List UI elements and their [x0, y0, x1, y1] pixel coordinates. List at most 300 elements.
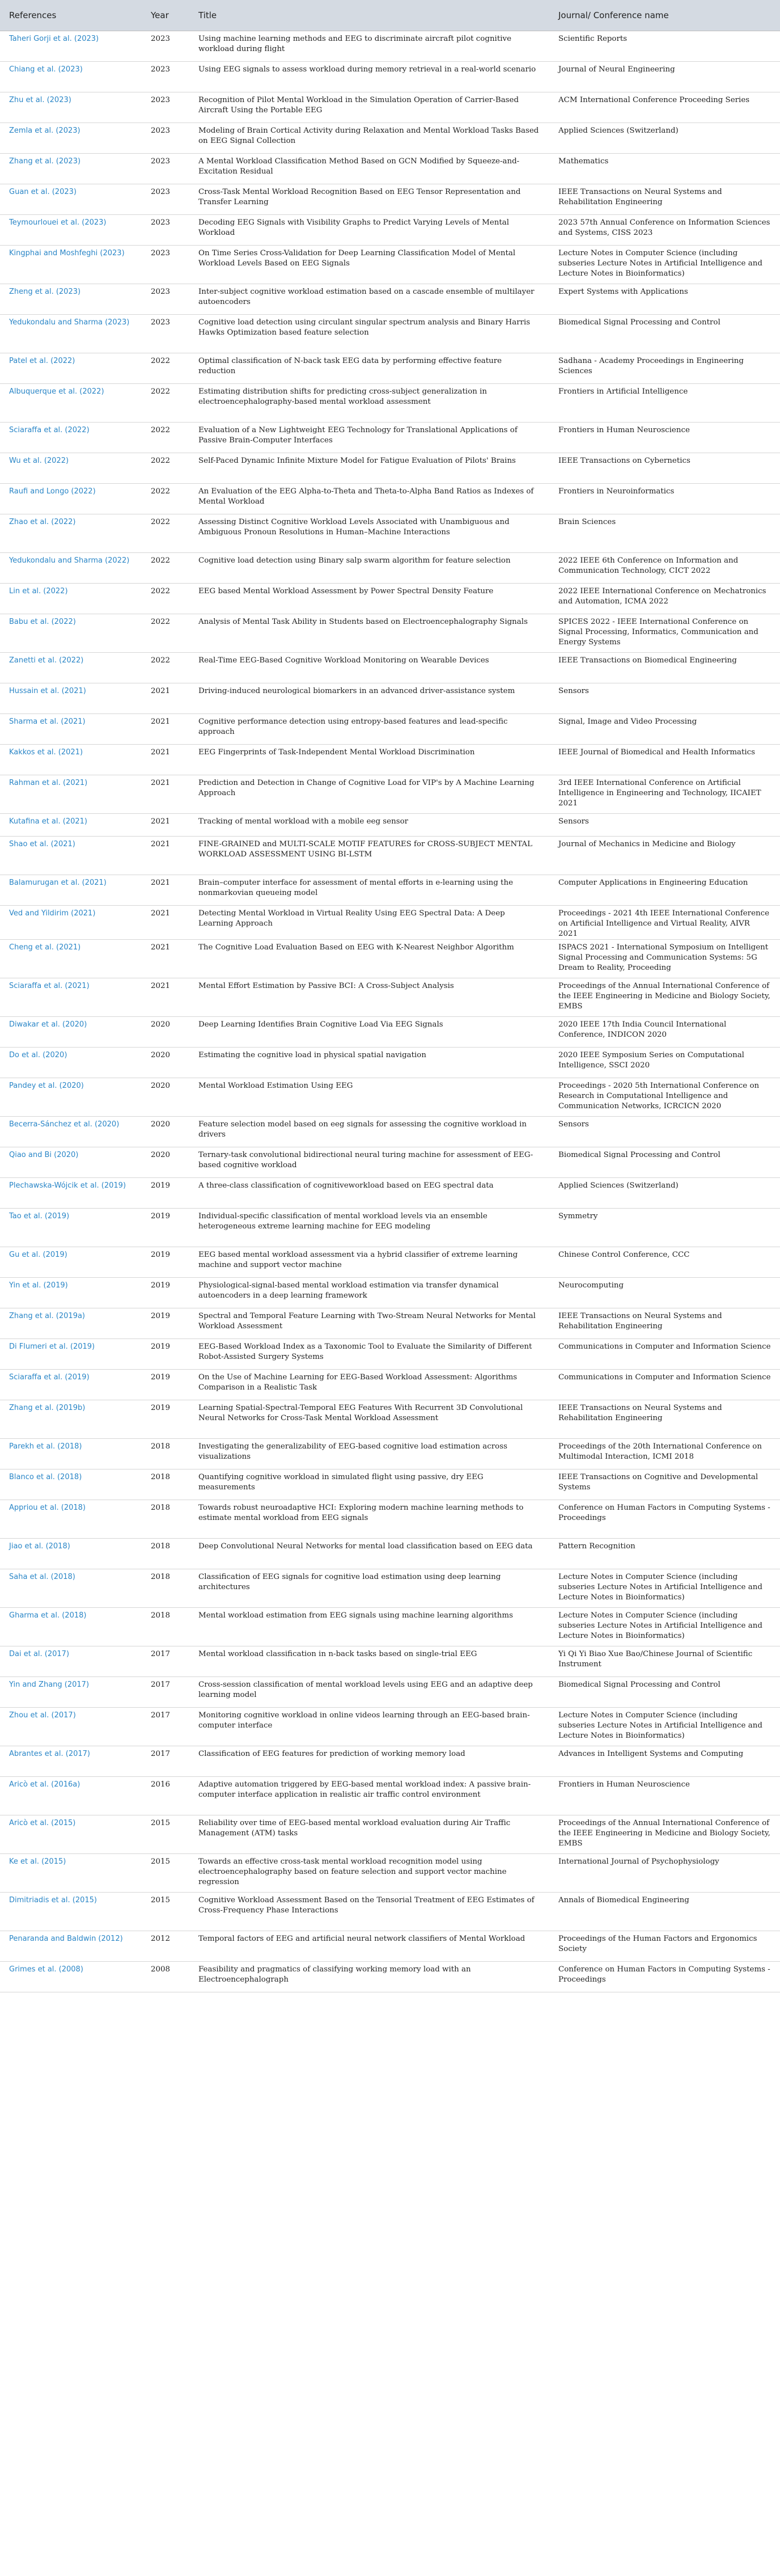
year-cell: 2022: [142, 453, 189, 484]
title-cell: Deep Learning Identifies Brain Cognitive Load Via EEG Signals: [189, 1017, 549, 1048]
reference-link[interactable]: Shao et al. (2021): [0, 837, 142, 875]
year-cell: 2021: [142, 940, 189, 978]
title-cell: Estimating the cognitive load in physical spatial navigation: [189, 1048, 549, 1078]
journal-cell: Sensors: [549, 814, 780, 837]
title-cell: Evaluation of a New Lightweight EEG Technology for Translational Applications of Passive Brain-Computer Interfaces: [189, 423, 549, 453]
title-cell: Mental workload estimation from EEG signals using machine learning algorithms: [189, 1608, 549, 1646]
reference-link[interactable]: Pandey et al. (2020): [0, 1078, 142, 1117]
reference-link[interactable]: Penaranda and Baldwin (2012): [0, 1931, 142, 1962]
table-row: [0, 978, 780, 1017]
reference-link[interactable]: Gu et al. (2019): [0, 1247, 142, 1278]
year-cell: 2023: [142, 315, 189, 353]
journal-cell: Proceedings - 2021 4th IEEE International Conference on Artificial Intelligence and Virtual Reality, AIVR 2021: [549, 906, 780, 940]
title-cell: Classification of EEG signals for cognitive load estimation using deep learning architectures: [189, 1569, 549, 1608]
year-cell: 2018: [142, 1539, 189, 1569]
table-row: [0, 837, 780, 875]
year-cell: 2023: [142, 184, 189, 215]
year-cell: 2012: [142, 1931, 189, 1962]
table-row: [0, 814, 780, 837]
journal-cell: Yi Qi Yi Biao Xue Bao/Chinese Journal of Scientific Instrument: [549, 1646, 780, 1677]
table-row: [0, 453, 780, 484]
table-row: [0, 1708, 780, 1746]
year-cell: 2021: [142, 683, 189, 714]
year-cell: 2021: [142, 714, 189, 745]
title-cell: Cognitive load detection using circulant singular spectrum analysis and Binary Harris Hawks Optimization based feature selection: [189, 315, 549, 353]
table-row: [0, 1893, 780, 1931]
year-cell: 2022: [142, 353, 189, 384]
year-cell: 2021: [142, 837, 189, 875]
reference-link[interactable]: Teymourlouei et al. (2023): [0, 215, 142, 246]
reference-link[interactable]: Dai et al. (2017): [0, 1646, 142, 1677]
table-row: [0, 1078, 780, 1117]
reference-link[interactable]: Di Flumeri et al. (2019): [0, 1339, 142, 1370]
year-cell: 2022: [142, 584, 189, 614]
title-cell: Classification of EEG features for prediction of working memory load: [189, 1746, 549, 1777]
reference-link[interactable]: Albuquerque et al. (2022): [0, 384, 142, 423]
table-row: [0, 1117, 780, 1147]
year-cell: 2023: [142, 31, 189, 62]
journal-cell: 2020 IEEE 17th India Council International Conference, INDICON 2020: [549, 1017, 780, 1048]
title-cell: Individual-specific classification of mental workload levels via an ensemble heterogeneous extreme learning machine for EEG modeling: [189, 1209, 549, 1247]
title-cell: Monitoring cognitive workload in online videos learning through an EEG-based brain-computer interface: [189, 1708, 549, 1746]
table-row: [0, 1400, 780, 1439]
title-cell: Brain–computer interface for assessment of mental efforts in e-learning using the nonmarkovian queueing model: [189, 875, 549, 906]
year-cell: 2018: [142, 1469, 189, 1500]
year-cell: 2022: [142, 553, 189, 584]
reference-link[interactable]: Balamurugan et al. (2021): [0, 875, 142, 906]
reference-link[interactable]: Hussain et al. (2021): [0, 683, 142, 714]
year-cell: 2019: [142, 1400, 189, 1439]
title-cell: Driving-induced neurological biomarkers in an advanced driver-assistance system: [189, 683, 549, 714]
year-cell: 2018: [142, 1500, 189, 1539]
table-row: [0, 315, 780, 353]
reference-link[interactable]: Zheng et al. (2023): [0, 284, 142, 315]
year-cell: 2022: [142, 423, 189, 453]
reference-link[interactable]: Sciaraffa et al. (2019): [0, 1370, 142, 1400]
reference-link[interactable]: Becerra-Sánchez et al. (2020): [0, 1117, 142, 1147]
reference-link[interactable]: Yin and Zhang (2017): [0, 1677, 142, 1708]
title-cell: Analysis of Mental Task Ability in Students based on Electroencephalography Signals: [189, 614, 549, 653]
reference-link[interactable]: Saha et al. (2018): [0, 1569, 142, 1608]
reference-link[interactable]: Ke et al. (2015): [0, 1854, 142, 1893]
journal-cell: Mathematics: [549, 154, 780, 184]
year-cell: 2016: [142, 1777, 189, 1815]
journal-cell: IEEE Transactions on Biomedical Engineering: [549, 653, 780, 683]
table-row: [0, 353, 780, 384]
year-cell: 2019: [142, 1308, 189, 1339]
title-cell: Reliability over time of EEG-based mental workload evaluation during Air Traffic Management (ATM) tasks: [189, 1815, 549, 1854]
year-cell: 2015: [142, 1815, 189, 1854]
journal-cell: Symmetry: [549, 1209, 780, 1247]
title-cell: Mental Effort Estimation by Passive BCI: A Cross-Subject Analysis: [189, 978, 549, 1017]
reference-link[interactable]: Jiao et al. (2018): [0, 1539, 142, 1569]
reference-link[interactable]: Zhu et al. (2023): [0, 92, 142, 123]
table-row: [0, 906, 780, 940]
title-cell: Temporal factors of EEG and artificial neural network classifiers of Mental Workload: [189, 1931, 549, 1962]
reference-link[interactable]: Zanetti et al. (2022): [0, 653, 142, 683]
reference-link[interactable]: Rahman et al. (2021): [0, 775, 142, 814]
table-row: [0, 1439, 780, 1469]
table-row: [0, 423, 780, 453]
reference-link[interactable]: Patel et al. (2022): [0, 353, 142, 384]
table-row: [0, 31, 780, 62]
reference-link[interactable]: Lin et al. (2022): [0, 584, 142, 614]
year-cell: 2023: [142, 62, 189, 92]
reference-link[interactable]: Sciaraffa et al. (2022): [0, 423, 142, 453]
journal-cell: Brain Sciences: [549, 514, 780, 553]
journal-cell: Annals of Biomedical Engineering: [549, 1893, 780, 1931]
table-row: [0, 714, 780, 745]
journal-cell: IEEE Transactions on Neural Systems and Rehabilitation Engineering: [549, 1308, 780, 1339]
journal-cell: Proceedings of the Annual International Conference of the IEEE Engineering in Medicine and Biology Society, EMBS: [549, 978, 780, 1017]
table-row: [0, 1646, 780, 1677]
year-cell: 2018: [142, 1439, 189, 1469]
table-row: [0, 184, 780, 215]
year-cell: 2019: [142, 1178, 189, 1209]
year-cell: 2021: [142, 745, 189, 775]
title-cell: Towards an effective cross-task mental workload recognition model using electroencephalography based on feature selection and support vector machine regression: [189, 1854, 549, 1893]
reference-link[interactable]: Yedukondalu and Sharma (2022): [0, 553, 142, 584]
title-cell: Spectral and Temporal Feature Learning with Two-Stream Neural Networks for Mental Workload Assessment: [189, 1308, 549, 1339]
table-row: [0, 1931, 780, 1962]
title-cell: Cognitive load detection using Binary salp swarm algorithm for feature selection: [189, 553, 549, 584]
year-cell: 2023: [142, 215, 189, 246]
reference-link[interactable]: Aricò et al. (2016a): [0, 1777, 142, 1815]
year-cell: 2019: [142, 1247, 189, 1278]
table-row: [0, 1608, 780, 1646]
title-cell: Physiological-signal-based mental workload estimation via transfer dynamical autoencoders in a deep learning framework: [189, 1278, 549, 1308]
reference-link[interactable]: Chiang et al. (2023): [0, 62, 142, 92]
journal-cell: 2023 57th Annual Conference on Information Sciences and Systems, CISS 2023: [549, 215, 780, 246]
reference-link[interactable]: Blanco et al. (2018): [0, 1469, 142, 1500]
table-row: [0, 1147, 780, 1178]
table-row: [0, 1017, 780, 1048]
table-row: [0, 1209, 780, 1247]
title-cell: Using EEG signals to assess workload during memory retrieval in a real-world scenario: [189, 62, 549, 92]
journal-cell: Sensors: [549, 1117, 780, 1147]
journal-cell: IEEE Journal of Biomedical and Health Informatics: [549, 745, 780, 775]
table-row: [0, 284, 780, 315]
reference-link[interactable]: Qiao and Bi (2020): [0, 1147, 142, 1178]
title-cell: Cognitive Workload Assessment Based on the Tensorial Treatment of EEG Estimates of Cross-Frequency Phase Interactions: [189, 1893, 549, 1931]
title-cell: A Mental Workload Classification Method Based on GCN Modified by Squeeze-and-Excitation Residual: [189, 154, 549, 184]
journal-cell: Conference on Human Factors in Computing Systems - Proceedings: [549, 1962, 780, 1992]
journal-cell: Signal, Image and Video Processing: [549, 714, 780, 745]
title-cell: On Time Series Cross-Validation for Deep Learning Classification Model of Mental Workload Levels Based on EEG Signals: [189, 246, 549, 284]
journal-cell: Biomedical Signal Processing and Control: [549, 1147, 780, 1178]
table-row: [0, 683, 780, 714]
journal-cell: Biomedical Signal Processing and Control: [549, 315, 780, 353]
title-cell: Towards robust neuroadaptive HCI: Exploring modern machine learning methods to estimate mental workload from EEG signals: [189, 1500, 549, 1539]
year-cell: 2015: [142, 1854, 189, 1893]
table-row: [0, 1278, 780, 1308]
header-row: [0, 0, 780, 31]
title-cell: Investigating the generalizability of EEG-based cognitive load estimation across visualizations: [189, 1439, 549, 1469]
table-row: [0, 614, 780, 653]
table-row: [0, 92, 780, 123]
year-cell: 2023: [142, 154, 189, 184]
reference-link[interactable]: Plechawska-Wójcik et al. (2019): [0, 1178, 142, 1209]
title-cell: Feature selection model based on eeg signals for assessing the cognitive workload in drivers: [189, 1117, 549, 1147]
title-cell: Using machine learning methods and EEG to discriminate aircraft pilot cognitive workload during flight: [189, 31, 549, 62]
title-cell: Mental workload classification in n-back tasks based on single-trial EEG: [189, 1646, 549, 1677]
year-cell: 2022: [142, 384, 189, 423]
reference-link[interactable]: Parekh et al. (2018): [0, 1439, 142, 1469]
reference-link[interactable]: Zhang et al. (2023): [0, 154, 142, 184]
journal-cell: IEEE Transactions on Cybernetics: [549, 453, 780, 484]
table-row: [0, 1339, 780, 1370]
year-cell: 2021: [142, 906, 189, 940]
title-cell: Estimating distribution shifts for predicting cross-subject generalization in electroencephalography-based mental workload assessment: [189, 384, 549, 423]
title-cell: Modeling of Brain Cortical Activity during Relaxation and Mental Workload Tasks Based on EEG Signal Collection: [189, 123, 549, 154]
table-row: [0, 653, 780, 683]
journal-cell: Communications in Computer and Information Science: [549, 1339, 780, 1370]
year-cell: 2023: [142, 246, 189, 284]
table-row: [0, 484, 780, 514]
title-cell: FINE-GRAINED and MULTI-SCALE MOTIF FEATURES for CROSS-SUBJECT MENTAL WORKLOAD ASSESSMENT USING BI-LSTM: [189, 837, 549, 875]
year-cell: 2022: [142, 653, 189, 683]
reference-link[interactable]: Gharma et al. (2018): [0, 1608, 142, 1646]
reference-link[interactable]: Zhou et al. (2017): [0, 1708, 142, 1746]
title-cell: Tracking of mental workload with a mobile eeg sensor: [189, 814, 549, 837]
table-row: [0, 1308, 780, 1339]
journal-cell: SPICES 2022 - IEEE International Conference on Signal Processing, Informatics, Communication and Energy Systems: [549, 614, 780, 653]
title-cell: Feasibility and pragmatics of classifying working memory load with an Electroencephalograph: [189, 1962, 549, 1992]
journal-cell: International Journal of Psychophysiology: [549, 1854, 780, 1893]
journal-cell: Computer Applications in Engineering Education: [549, 875, 780, 906]
reference-link[interactable]: Yedukondalu and Sharma (2023): [0, 315, 142, 353]
reference-link[interactable]: Zhao et al. (2022): [0, 514, 142, 553]
table-row: [0, 775, 780, 814]
year-cell: 2021: [142, 875, 189, 906]
title-cell: Prediction and Detection in Change of Cognitive Load for VIP's by A Machine Learning Approach: [189, 775, 549, 814]
journal-cell: Sensors: [549, 683, 780, 714]
journal-cell: 2022 IEEE International Conference on Mechatronics and Automation, ICMA 2022: [549, 584, 780, 614]
journal-cell: Advances in Intelligent Systems and Computing: [549, 1746, 780, 1777]
table-row: [0, 154, 780, 184]
journal-cell: IEEE Transactions on Neural Systems and Rehabilitation Engineering: [549, 184, 780, 215]
title-cell: Quantifying cognitive workload in simulated flight using passive, dry EEG measurements: [189, 1469, 549, 1500]
journal-cell: Journal of Neural Engineering: [549, 62, 780, 92]
table-row: [0, 514, 780, 553]
journal-cell: Expert Systems with Applications: [549, 284, 780, 315]
year-cell: 2022: [142, 484, 189, 514]
journal-cell: Biomedical Signal Processing and Control: [549, 1677, 780, 1708]
year-cell: 2023: [142, 284, 189, 315]
year-cell: 2019: [142, 1209, 189, 1247]
title-cell: An Evaluation of the EEG Alpha-to-Theta and Theta-to-Alpha Band Ratios as Indexes of Mental Workload: [189, 484, 549, 514]
title-cell: Cross-session classification of mental workload levels using EEG and an adaptive deep learning model: [189, 1677, 549, 1708]
title-cell: On the Use of Machine Learning for EEG-Based Workload Assessment: Algorithms Comparison in a Realistic Task: [189, 1370, 549, 1400]
journal-cell: IEEE Transactions on Cognitive and Developmental Systems: [549, 1469, 780, 1500]
reference-link[interactable]: Abrantes et al. (2017): [0, 1746, 142, 1777]
year-cell: 2022: [142, 614, 189, 653]
journal-cell: Communications in Computer and Information Science: [549, 1370, 780, 1400]
table-row: [0, 1746, 780, 1777]
journal-cell: Frontiers in Neuroinformatics: [549, 484, 780, 514]
journal-cell: Lecture Notes in Computer Science (including subseries Lecture Notes in Artificial Intelligence and Lecture Notes in Bioinformatics): [549, 1608, 780, 1646]
journal-cell: Journal of Mechanics in Medicine and Biology: [549, 837, 780, 875]
title-cell: EEG based Mental Workload Assessment by Power Spectral Density Feature: [189, 584, 549, 614]
table-row: [0, 1048, 780, 1078]
title-cell: Self-Paced Dynamic Infinite Mixture Model for Fatigue Evaluation of Pilots' Brains: [189, 453, 549, 484]
title-cell: Inter-subject cognitive workload estimation based on a cascade ensemble of multilayer autoencoders: [189, 284, 549, 315]
year-cell: 2020: [142, 1117, 189, 1147]
reference-link[interactable]: Zhang et al. (2019a): [0, 1308, 142, 1339]
table-row: [0, 1777, 780, 1815]
header-title: Title: [189, 0, 549, 31]
table-row: [0, 1539, 780, 1569]
title-cell: Detecting Mental Workload in Virtual Reality Using EEG Spectral Data: A Deep Learning Approach: [189, 906, 549, 940]
table-row: [0, 745, 780, 775]
year-cell: 2021: [142, 814, 189, 837]
table-row: [0, 1469, 780, 1500]
year-cell: 2019: [142, 1370, 189, 1400]
year-cell: 2019: [142, 1278, 189, 1308]
reference-link[interactable]: Babu et al. (2022): [0, 614, 142, 653]
year-cell: 2021: [142, 775, 189, 814]
year-cell: 2008: [142, 1962, 189, 1992]
table-row: [0, 940, 780, 978]
journal-cell: Chinese Control Conference, CCC: [549, 1247, 780, 1278]
year-cell: 2017: [142, 1677, 189, 1708]
header-references: References: [0, 0, 142, 31]
reference-link[interactable]: Diwakar et al. (2020): [0, 1017, 142, 1048]
journal-cell: Frontiers in Artificial Intelligence: [549, 384, 780, 423]
journal-cell: Sadhana - Academy Proceedings in Engineering Sciences: [549, 353, 780, 384]
year-cell: 2020: [142, 1147, 189, 1178]
table-row: [0, 1500, 780, 1539]
table-row: [0, 384, 780, 423]
title-cell: Learning Spatial-Spectral-Temporal EEG Features With Recurrent 3D Convolutional Neural Networks for Cross-Task Mental Workload Assessment: [189, 1400, 549, 1439]
journal-cell: Frontiers in Human Neuroscience: [549, 423, 780, 453]
journal-cell: Frontiers in Human Neuroscience: [549, 1777, 780, 1815]
table-row: [0, 215, 780, 246]
table-row: [0, 1247, 780, 1278]
year-cell: 2020: [142, 1017, 189, 1048]
year-cell: 2017: [142, 1708, 189, 1746]
journal-cell: IEEE Transactions on Neural Systems and Rehabilitation Engineering: [549, 1400, 780, 1439]
title-cell: EEG-Based Workload Index as a Taxonomic Tool to Evaluate the Similarity of Different Robot-Assisted Surgery Systems: [189, 1339, 549, 1370]
journal-cell: Applied Sciences (Switzerland): [549, 1178, 780, 1209]
title-cell: Ternary-task convolutional bidirectional neural turing machine for assessment of EEG-based cognitive workload: [189, 1147, 549, 1178]
title-cell: Deep Convolutional Neural Networks for mental load classification based on EEG data: [189, 1539, 549, 1569]
table-row: [0, 1178, 780, 1209]
year-cell: 2023: [142, 123, 189, 154]
reference-link[interactable]: Kingphai and Moshfeghi (2023): [0, 246, 142, 284]
reference-link[interactable]: Kutafina et al. (2021): [0, 814, 142, 837]
table-body: [0, 31, 780, 1992]
reference-link[interactable]: Guan et al. (2023): [0, 184, 142, 215]
journal-cell: Applied Sciences (Switzerland): [549, 123, 780, 154]
journal-cell: Proceedings of the Annual International Conference of the IEEE Engineering in Medicine and Biology Society, EMBS: [549, 1815, 780, 1854]
year-cell: 2018: [142, 1569, 189, 1608]
journal-cell: Lecture Notes in Computer Science (including subseries Lecture Notes in Artificial Intelligence and Lecture Notes in Bioinformatics): [549, 1708, 780, 1746]
title-cell: EEG Fingerprints of Task-Independent Mental Workload Discrimination: [189, 745, 549, 775]
journal-cell: Proceedings of the Human Factors and Ergonomics Society: [549, 1931, 780, 1962]
table-row: [0, 246, 780, 284]
header-journal: Journal/ Conference name: [549, 0, 780, 31]
table-row: [0, 1370, 780, 1400]
table-row: [0, 62, 780, 92]
table-row: [0, 123, 780, 154]
table-row: [0, 1569, 780, 1608]
reference-link[interactable]: Appriou et al. (2018): [0, 1500, 142, 1539]
year-cell: 2015: [142, 1893, 189, 1931]
title-cell: Cross-Task Mental Workload Recognition Based on EEG Tensor Representation and Transfer Learning: [189, 184, 549, 215]
reference-link[interactable]: Zemla et al. (2023): [0, 123, 142, 154]
reference-link[interactable]: Sharma et al. (2021): [0, 714, 142, 745]
reference-link[interactable]: Tao et al. (2019): [0, 1209, 142, 1247]
title-cell: EEG based mental workload assessment via a hybrid classifier of extreme learning machine and support vector machine: [189, 1247, 549, 1278]
year-cell: 2021: [142, 978, 189, 1017]
journal-cell: Lecture Notes in Computer Science (including subseries Lecture Notes in Artificial Intelligence and Lecture Notes in Bioinformatics): [549, 1569, 780, 1608]
year-cell: 2022: [142, 514, 189, 553]
title-cell: Optimal classification of N-back task EEG data by performing effective feature reduction: [189, 353, 549, 384]
year-cell: 2017: [142, 1646, 189, 1677]
title-cell: Decoding EEG Signals with Visibility Graphs to Predict Varying Levels of Mental Workload: [189, 215, 549, 246]
title-cell: Assessing Distinct Cognitive Workload Levels Associated with Unambiguous and Ambiguous Pronoun Resolutions in Human–Machine Interactions: [189, 514, 549, 553]
reference-link[interactable]: Taheri Gorji et al. (2023): [0, 31, 142, 62]
journal-cell: Pattern Recognition: [549, 1539, 780, 1569]
title-cell: A three-class classification of cognitiveworkload based on EEG spectral data: [189, 1178, 549, 1209]
year-cell: 2020: [142, 1048, 189, 1078]
journal-cell: ACM International Conference Proceeding Series: [549, 92, 780, 123]
reference-link[interactable]: Zhang et al. (2019b): [0, 1400, 142, 1439]
title-cell: Real-Time EEG-Based Cognitive Workload Monitoring on Wearable Devices: [189, 653, 549, 683]
reference-link[interactable]: Sciaraffa et al. (2021): [0, 978, 142, 1017]
reference-link[interactable]: Raufi and Longo (2022): [0, 484, 142, 514]
journal-cell: Scientific Reports: [549, 31, 780, 62]
year-cell: 2017: [142, 1746, 189, 1777]
table-row: [0, 584, 780, 614]
journal-cell: ISPACS 2021 - International Symposium on Intelligent Signal Processing and Communication Systems: 5G Dream to Reality, Proceeding: [549, 940, 780, 978]
table-row: [0, 1962, 780, 1992]
title-cell: Cognitive performance detection using entropy-based features and lead-specific approach: [189, 714, 549, 745]
table-row: [0, 1854, 780, 1893]
reference-link[interactable]: Dimitriadis et al. (2015): [0, 1893, 142, 1931]
title-cell: Mental Workload Estimation Using EEG: [189, 1078, 549, 1117]
journal-cell: 3rd IEEE International Conference on Artificial Intelligence in Engineering and Technology, IICAIET 2021: [549, 775, 780, 814]
table-row: [0, 875, 780, 906]
journal-cell: Conference on Human Factors in Computing Systems - Proceedings: [549, 1500, 780, 1539]
year-cell: 2023: [142, 92, 189, 123]
reference-link[interactable]: Cheng et al. (2021): [0, 940, 142, 978]
reference-link[interactable]: Wu et al. (2022): [0, 453, 142, 484]
reference-link[interactable]: Do et al. (2020): [0, 1048, 142, 1078]
journal-cell: Proceedings of the 20th International Conference on Multimodal Interaction, ICMI 2018: [549, 1439, 780, 1469]
journal-cell: Lecture Notes in Computer Science (including subseries Lecture Notes in Artificial Intelligence and Lecture Notes in Bioinformatics): [549, 246, 780, 284]
year-cell: 2018: [142, 1608, 189, 1646]
journal-cell: Neurocomputing: [549, 1278, 780, 1308]
table-row: [0, 553, 780, 584]
title-cell: Adaptive automation triggered by EEG-based mental workload index: A passive brain-computer interface application in realistic air traffic control environment: [189, 1777, 549, 1815]
reference-link[interactable]: Kakkos et al. (2021): [0, 745, 142, 775]
reference-link[interactable]: Ved and Yildirim (2021): [0, 906, 142, 940]
journal-cell: 2020 IEEE Symposium Series on Computational Intelligence, SSCI 2020: [549, 1048, 780, 1078]
table-row: [0, 1677, 780, 1708]
year-cell: 2019: [142, 1339, 189, 1370]
journal-cell: Proceedings - 2020 5th International Conference on Research in Computational Intelligence and Communication Networks, ICRCICN 2020: [549, 1078, 780, 1117]
reference-link[interactable]: Aricò et al. (2015): [0, 1815, 142, 1854]
title-cell: Recognition of Pilot Mental Workload in the Simulation Operation of Carrier-Based Aircraft Using the Portable EEG: [189, 92, 549, 123]
table-row: [0, 1815, 780, 1854]
title-cell: The Cognitive Load Evaluation Based on EEG with K-Nearest Neighbor Algorithm: [189, 940, 549, 978]
header-year: Year: [142, 0, 189, 31]
journal-cell: 2022 IEEE 6th Conference on Information and Communication Technology, CICT 2022: [549, 553, 780, 584]
reference-link[interactable]: Yin et al. (2019): [0, 1278, 142, 1308]
reference-link[interactable]: Grimes et al. (2008): [0, 1962, 142, 1992]
